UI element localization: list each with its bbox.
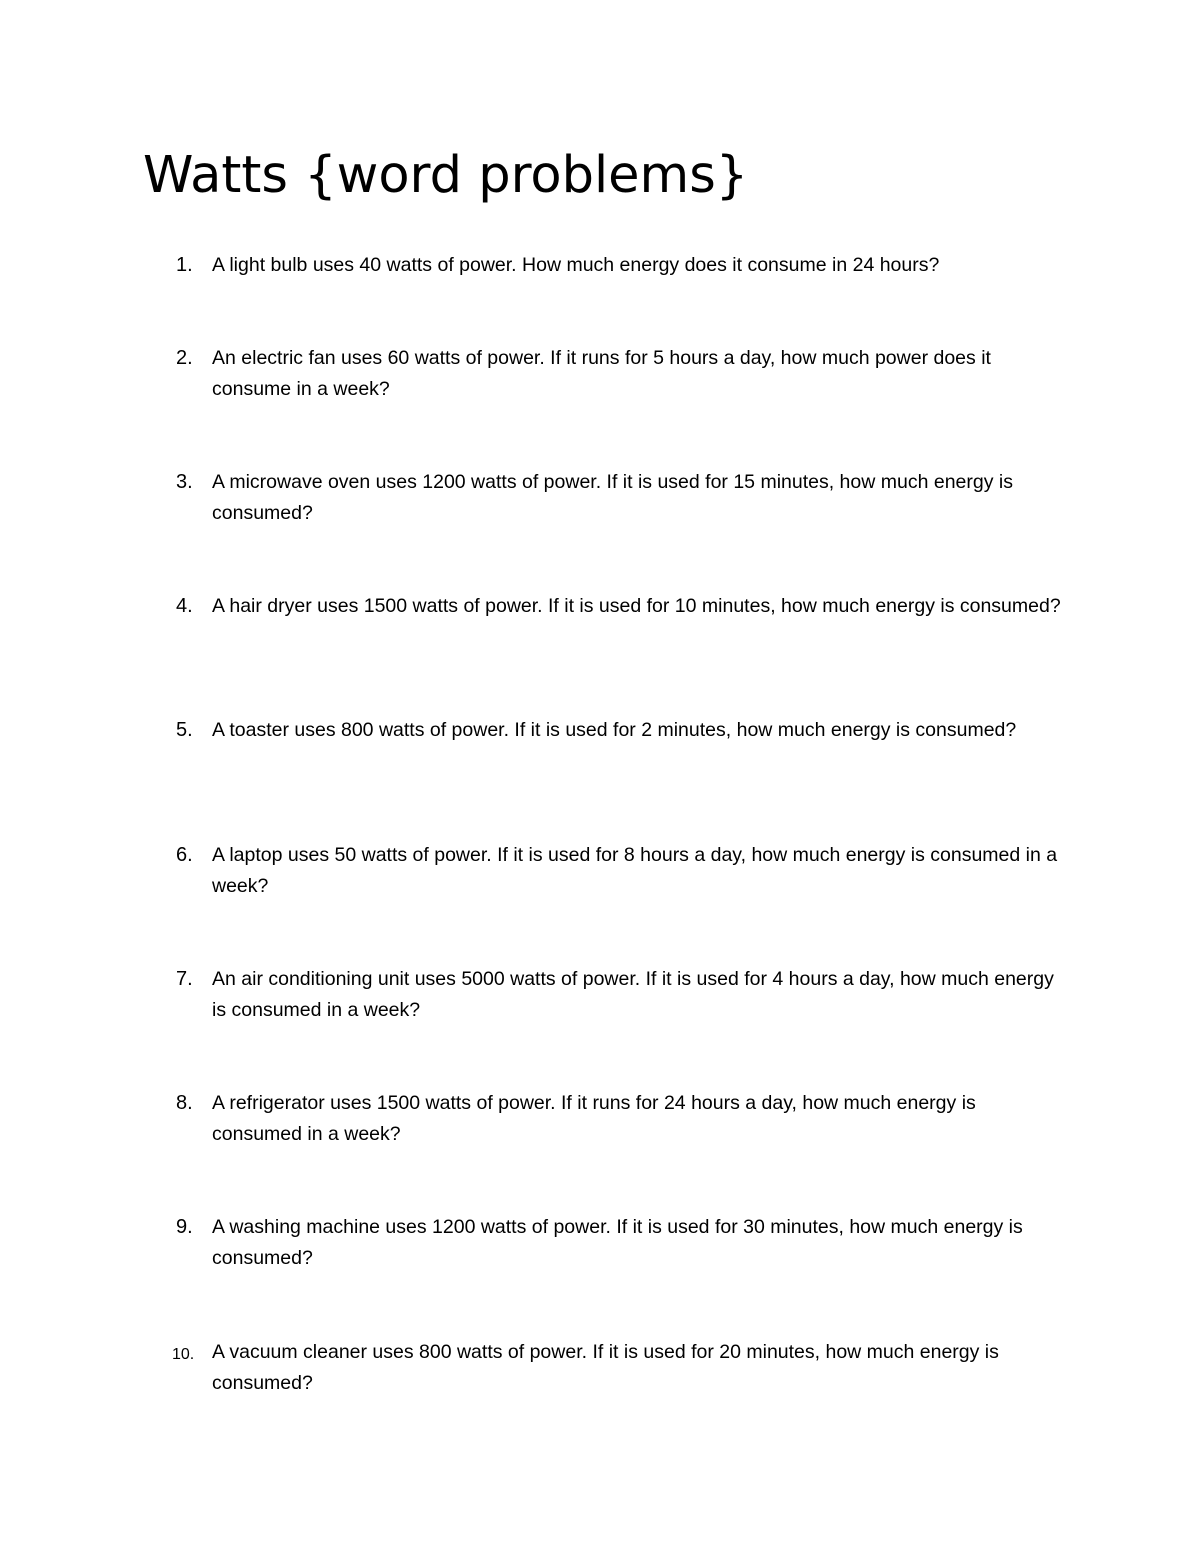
problem-text: A hair dryer uses 1500 watts of power. If it is used for 10 minutes, how much energy is consumed? [212,595,1061,617]
problem-number: 3. [176,471,193,493]
problem-number: 5. [176,719,193,741]
problem-text: A laptop uses 50 watts of power. If it is used for 8 hours a day, how much energy is consumed in a week? [212,844,1058,897]
problem-text: A microwave oven uses 1200 watts of power. If it is used for 15 minutes, how much energy is consumed? [212,471,1013,524]
problem-number: 2. [176,347,193,369]
problem-text: An electric fan uses 60 watts of power. If it runs for 5 hours a day, how much power does it consume in a week? [212,347,991,400]
page-title: Watts {word problems} [143,146,749,205]
problem-number: 6. [176,844,193,866]
problem-number: 4. [176,595,193,617]
problem-text: An air conditioning unit uses 5000 watts of power. If it is used for 4 hours a day, how much energy is consumed in a week? [212,968,1054,1021]
problem-number: 10. [172,1346,195,1363]
problem-text: A toaster uses 800 watts of power. If it is used for 2 minutes, how much energy is consumed? [212,719,1017,741]
problem-text: A refrigerator uses 1500 watts of power. If it runs for 24 hours a day, how much energy is consumed in a week? [212,1092,976,1145]
problem-text: A light bulb uses 40 watts of power. How much energy does it consume in 24 hours? [212,254,940,276]
problem-number: 1. [176,254,193,276]
problem-number: 8. [176,1092,193,1114]
problem-number: 7. [176,968,193,990]
problem-text: A washing machine uses 1200 watts of power. If it is used for 30 minutes, how much energy is consumed? [212,1216,1023,1269]
problem-text: A vacuum cleaner uses 800 watts of power. If it is used for 20 minutes, how much energy is consumed? [212,1341,999,1394]
problem-number: 9. [176,1216,193,1238]
